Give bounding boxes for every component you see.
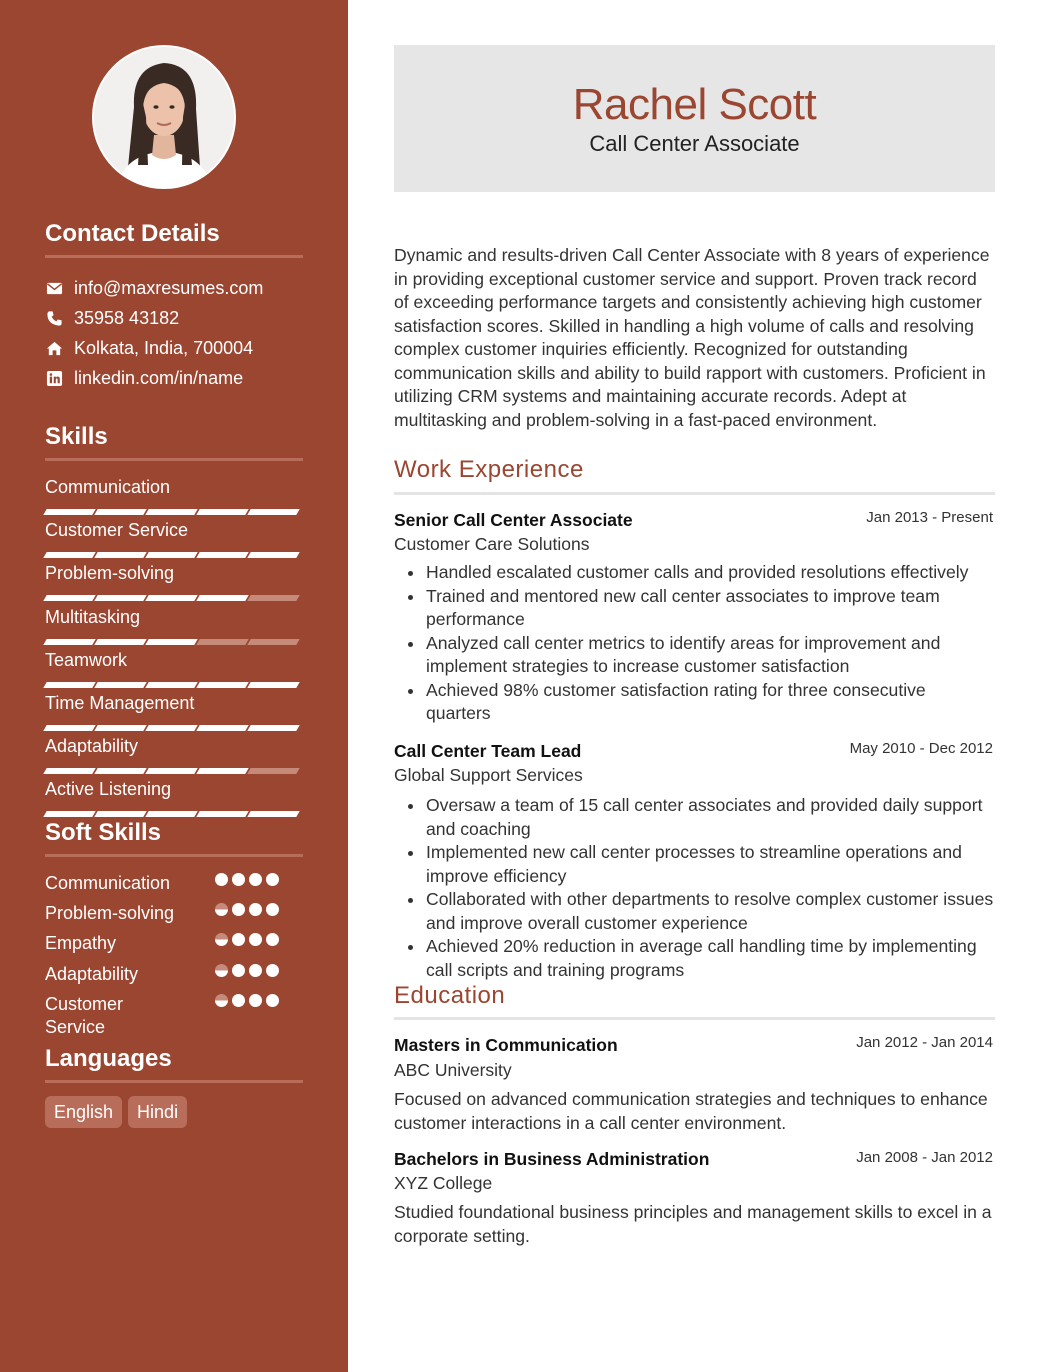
contact-divider bbox=[45, 255, 303, 258]
soft-skill-item bbox=[45, 932, 295, 955]
skill-level-segment bbox=[247, 552, 299, 558]
skill-level-segment bbox=[145, 509, 197, 515]
skill-item bbox=[45, 735, 303, 774]
job-bullet: Oversaw a team of 15 call center associates and provided daily support and coaching bbox=[394, 794, 995, 841]
soft-skill-rating bbox=[215, 873, 283, 886]
skill-item bbox=[45, 778, 303, 817]
soft-skill-label: Adaptability bbox=[45, 964, 139, 984]
skill-item bbox=[45, 519, 303, 558]
skill-level-segment bbox=[247, 811, 299, 817]
education-divider bbox=[394, 1017, 995, 1020]
skill-level-bar bbox=[45, 682, 303, 688]
phone-icon bbox=[45, 309, 63, 327]
languages-list bbox=[45, 1096, 193, 1128]
job-bullet: Handled escalated customer calls and provided resolutions effectively bbox=[394, 561, 995, 585]
skill-level-segment bbox=[196, 552, 248, 558]
profile-photo bbox=[92, 45, 236, 189]
rating-dot bbox=[232, 994, 245, 1007]
skill-level-segment bbox=[196, 725, 248, 731]
skill-level-segment bbox=[247, 509, 299, 515]
soft-skill-rating bbox=[215, 933, 283, 946]
contact-phone-text: 35958 43182 bbox=[74, 307, 180, 328]
rating-dot bbox=[232, 933, 245, 946]
skill-label: Multitasking bbox=[45, 606, 141, 627]
skill-item bbox=[45, 649, 303, 688]
soft-skill-item bbox=[45, 963, 295, 986]
skill-label: Adaptability bbox=[45, 736, 139, 757]
soft-skill-item bbox=[45, 872, 295, 895]
skill-level-segment bbox=[247, 595, 299, 601]
skill-level-segment bbox=[94, 552, 146, 558]
job-bullet: Trained and mentored new call center associates to improve team performance bbox=[394, 585, 995, 632]
skill-level-segment bbox=[196, 509, 248, 515]
skill-label: Teamwork bbox=[45, 649, 128, 670]
rating-dot bbox=[215, 964, 228, 977]
rating-dot bbox=[249, 903, 262, 916]
skill-level-segment bbox=[196, 811, 248, 817]
contact-phone[interactable] bbox=[45, 306, 179, 330]
skill-level-segment bbox=[94, 725, 146, 731]
rating-dot bbox=[232, 873, 245, 886]
skill-item bbox=[45, 476, 303, 515]
skill-level-segment bbox=[145, 595, 197, 601]
contact-email[interactable] bbox=[45, 276, 263, 300]
job-company: Customer Care Solutions bbox=[394, 534, 590, 554]
skill-level-segment bbox=[145, 768, 197, 774]
skill-level-segment bbox=[145, 639, 197, 645]
skill-level-segment bbox=[247, 768, 299, 774]
job-company: Global Support Services bbox=[394, 765, 583, 785]
skill-level-segment bbox=[43, 639, 95, 645]
skill-level-bar bbox=[45, 811, 303, 817]
degree-dates: Jan 2008 - Jan 2012 bbox=[856, 1149, 993, 1166]
skill-level-segment bbox=[43, 725, 95, 731]
skill-label: Time Management bbox=[45, 693, 195, 713]
skill-label: Communication bbox=[45, 477, 171, 497]
soft-skill-rating bbox=[215, 994, 283, 1007]
job-title: Senior Call Center Associate bbox=[394, 510, 633, 530]
home-icon bbox=[45, 339, 63, 357]
sidebar bbox=[0, 0, 348, 1372]
job-bullet: Collaborated with other departments to resolve complex customer issues and improve overall customer experience bbox=[394, 888, 995, 935]
soft-skill-label: Customer Service bbox=[45, 994, 124, 1037]
contact-location-text: Kolkata, India, 700004 bbox=[74, 337, 254, 358]
skill-level-segment bbox=[43, 509, 95, 515]
skill-level-bar bbox=[45, 595, 303, 601]
person-role: Call Center Associate bbox=[589, 131, 800, 156]
skill-level-segment bbox=[43, 595, 95, 601]
skill-label: Problem-solving bbox=[45, 563, 175, 584]
skill-level-bar bbox=[45, 552, 303, 558]
linkedin-icon bbox=[45, 369, 63, 387]
skill-level-segment bbox=[196, 595, 248, 601]
job-bullet: Analyzed call center metrics to identify areas for improvement and implement strategies to increase customer satisfaction bbox=[394, 632, 995, 679]
language-tag: English bbox=[45, 1096, 122, 1128]
skill-level-segment bbox=[196, 768, 248, 774]
skill-level-bar bbox=[45, 509, 303, 515]
job-dates: May 2010 - Dec 2012 bbox=[849, 740, 993, 757]
skill-level-segment bbox=[145, 682, 197, 688]
contact-email-text: info@maxresumes.com bbox=[74, 277, 264, 298]
rating-dot bbox=[249, 994, 262, 1007]
soft-skills-title: Soft Skills bbox=[45, 819, 162, 846]
skill-level-segment bbox=[247, 639, 299, 645]
contact-details-title: Contact Details bbox=[45, 220, 220, 247]
person-name: Rachel Scott bbox=[572, 80, 817, 129]
soft-skill-rating bbox=[215, 903, 283, 916]
work-experience-divider bbox=[394, 492, 995, 495]
skill-label: Active Listening bbox=[45, 779, 172, 800]
job-bullet: Achieved 20% reduction in average call handling time by implementing call scripts and training programs bbox=[394, 935, 995, 982]
skill-level-segment bbox=[43, 682, 95, 688]
rating-dot bbox=[232, 964, 245, 977]
rating-dot bbox=[249, 933, 262, 946]
languages-divider bbox=[45, 1080, 303, 1083]
skill-level-segment bbox=[94, 768, 146, 774]
skill-level-segment bbox=[94, 639, 146, 645]
soft-skill-rating bbox=[215, 964, 283, 977]
skill-level-segment bbox=[43, 768, 95, 774]
rating-dot bbox=[232, 903, 245, 916]
soft-skills-divider bbox=[45, 854, 303, 857]
contact-location bbox=[45, 336, 253, 360]
degree-title: Bachelors in Business Administration bbox=[394, 1149, 710, 1169]
skills-divider bbox=[45, 458, 303, 461]
soft-skill-label: Problem-solving bbox=[45, 903, 175, 923]
skill-level-segment bbox=[196, 682, 248, 688]
rating-dot bbox=[266, 964, 279, 977]
job-dates: Jan 2013 - Present bbox=[866, 509, 993, 526]
skill-level-segment bbox=[94, 811, 146, 817]
language-tag: Hindi bbox=[128, 1096, 187, 1128]
skill-item bbox=[45, 692, 303, 731]
degree-description: Focused on advanced communication strategies and techniques to enhance customer interactions in a call center environment. bbox=[394, 1089, 988, 1133]
skill-level-segment bbox=[247, 682, 299, 688]
soft-skill-item bbox=[45, 902, 295, 925]
school-name: ABC University bbox=[394, 1060, 512, 1080]
skill-item bbox=[45, 562, 303, 601]
rating-dot bbox=[215, 873, 228, 886]
skills-title: Skills bbox=[45, 423, 108, 450]
education-title: Education bbox=[394, 982, 506, 1009]
job-title: Call Center Team Lead bbox=[394, 741, 582, 761]
skill-level-segment bbox=[145, 811, 197, 817]
summary-text: Dynamic and results-driven Call Center Associate with 8 years of experience in providing exceptional customer service and support. Proven track record of exceeding performance targets and consistently achieving high customer satisfaction scores. Skilled in handling a high volume of calls and resolving complex customer inquiries efficiently. Recognized for outstanding communication skills and ability to build rapport with customers. Proficient in utilizing CRM systems and maintaining accurate records. Adept at multitasking and problem-solving in a fast-paced environment. bbox=[394, 245, 990, 430]
skill-level-segment bbox=[94, 682, 146, 688]
rating-dot bbox=[249, 873, 262, 886]
degree-description: Studied foundational business principles and management skills to excel in a corporate setting. bbox=[394, 1202, 992, 1246]
skill-level-segment bbox=[145, 725, 197, 731]
rating-dot bbox=[266, 933, 279, 946]
degree-title: Masters in Communication bbox=[394, 1035, 618, 1055]
school-name: XYZ College bbox=[394, 1173, 493, 1193]
rating-dot bbox=[215, 933, 228, 946]
job-bullets bbox=[394, 794, 995, 982]
job-bullets bbox=[394, 561, 995, 726]
skill-label: Customer Service bbox=[45, 520, 189, 541]
work-experience-title: Work Experience bbox=[394, 456, 584, 483]
rating-dot bbox=[249, 964, 262, 977]
contact-linkedin[interactable] bbox=[45, 366, 243, 390]
skill-item bbox=[45, 606, 303, 645]
skill-level-segment bbox=[145, 552, 197, 558]
job-bullet: Achieved 98% customer satisfaction rating for three consecutive quarters bbox=[394, 679, 995, 726]
skill-level-bar bbox=[45, 768, 303, 774]
languages-title: Languages bbox=[45, 1045, 172, 1072]
soft-skill-label: Empathy bbox=[45, 933, 117, 953]
profile-photo-image bbox=[94, 47, 234, 187]
skill-level-segment bbox=[196, 639, 248, 645]
skill-level-segment bbox=[247, 725, 299, 731]
skill-level-segment bbox=[94, 595, 146, 601]
contact-linkedin-text: linkedin.com/in/name bbox=[74, 367, 244, 388]
envelope-icon bbox=[45, 279, 63, 297]
rating-dot bbox=[266, 873, 279, 886]
job-bullet: Implemented new call center processes to streamline operations and improve efficiency bbox=[394, 841, 995, 888]
skill-level-bar bbox=[45, 639, 303, 645]
soft-skill-label: Communication bbox=[45, 873, 171, 893]
rating-dot bbox=[215, 994, 228, 1007]
rating-dot bbox=[266, 903, 279, 916]
skill-level-segment bbox=[43, 811, 95, 817]
rating-dot bbox=[215, 903, 228, 916]
skill-level-segment bbox=[43, 552, 95, 558]
degree-dates: Jan 2012 - Jan 2014 bbox=[856, 1034, 993, 1051]
skill-level-bar bbox=[45, 725, 303, 731]
skill-level-segment bbox=[94, 509, 146, 515]
soft-skill-item bbox=[45, 993, 295, 1039]
rating-dot bbox=[266, 994, 279, 1007]
